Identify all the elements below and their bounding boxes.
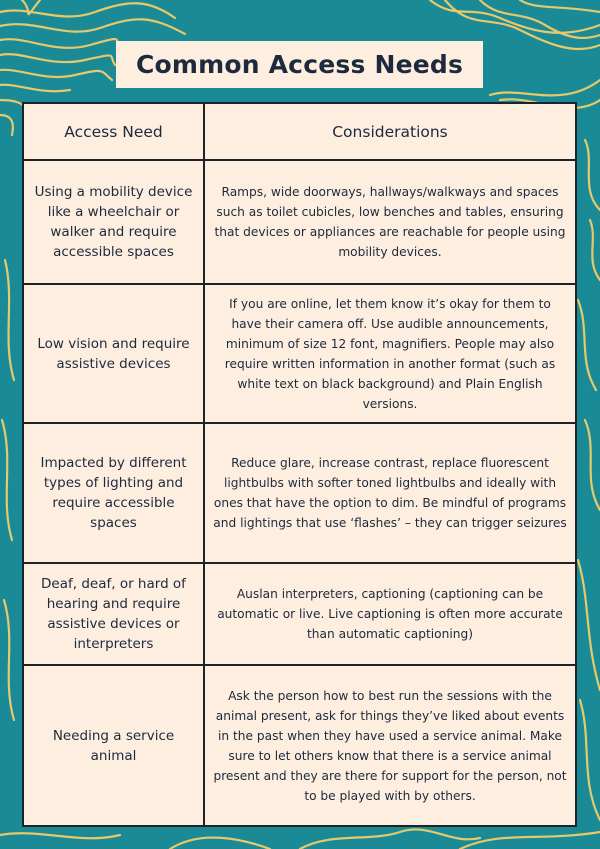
- considerations-cell: If you are online, let them know it’s okay for them to have their camera off. Use audible announcements, minimum of size 12 font, magnifiers. People may also require written information in another format (such as white text on black background) and Plain English versions.: [204, 284, 576, 423]
- access-need-cell: Deaf, deaf, or hard of hearing and require assistive devices or interpreters: [23, 563, 204, 665]
- considerations-cell: Ask the person how to best run the sessions with the animal present, ask for things they’ve liked about events in the past when they have used a service animal. Make sure to let others know that there is a service animal present and they are there for support for the person, not to be played with by others.: [204, 665, 576, 826]
- table-row: [23, 284, 576, 423]
- column-header-access-need: Access Need: [23, 103, 204, 160]
- column-header-considerations: Considerations: [204, 103, 576, 160]
- table-row: [23, 563, 576, 665]
- table-header-row: [23, 103, 576, 160]
- title-banner: [116, 41, 483, 88]
- access-needs-table: [22, 102, 577, 827]
- page-title: Common Access Needs: [135, 50, 464, 79]
- access-need-cell: Impacted by different types of lighting and require accessible spaces: [23, 423, 204, 563]
- access-need-cell: Needing a service animal: [23, 665, 204, 826]
- considerations-cell: Reduce glare, increase contrast, replace fluorescent lightbulbs with softer toned lightbulbs and ideally with ones that have the option to dim. Be mindful of programs and lightings that use ‘flashes’ – they can trigger seizures: [204, 423, 576, 563]
- access-need-cell: Using a mobility device like a wheelchair or walker and require accessible spaces: [23, 160, 204, 284]
- table-row: [23, 423, 576, 563]
- considerations-cell: Auslan interpreters, captioning (captioning can be automatic or live. Live captioning is often more accurate than automatic captioning): [204, 563, 576, 665]
- considerations-cell: Ramps, wide doorways, hallways/walkways and spaces such as toilet cubicles, low benches and tables, ensuring that devices or appliances are reachable for people using mobility devices.: [204, 160, 576, 284]
- access-need-cell: Low vision and require assistive devices: [23, 284, 204, 423]
- table-row: [23, 665, 576, 826]
- table-row: [23, 160, 576, 284]
